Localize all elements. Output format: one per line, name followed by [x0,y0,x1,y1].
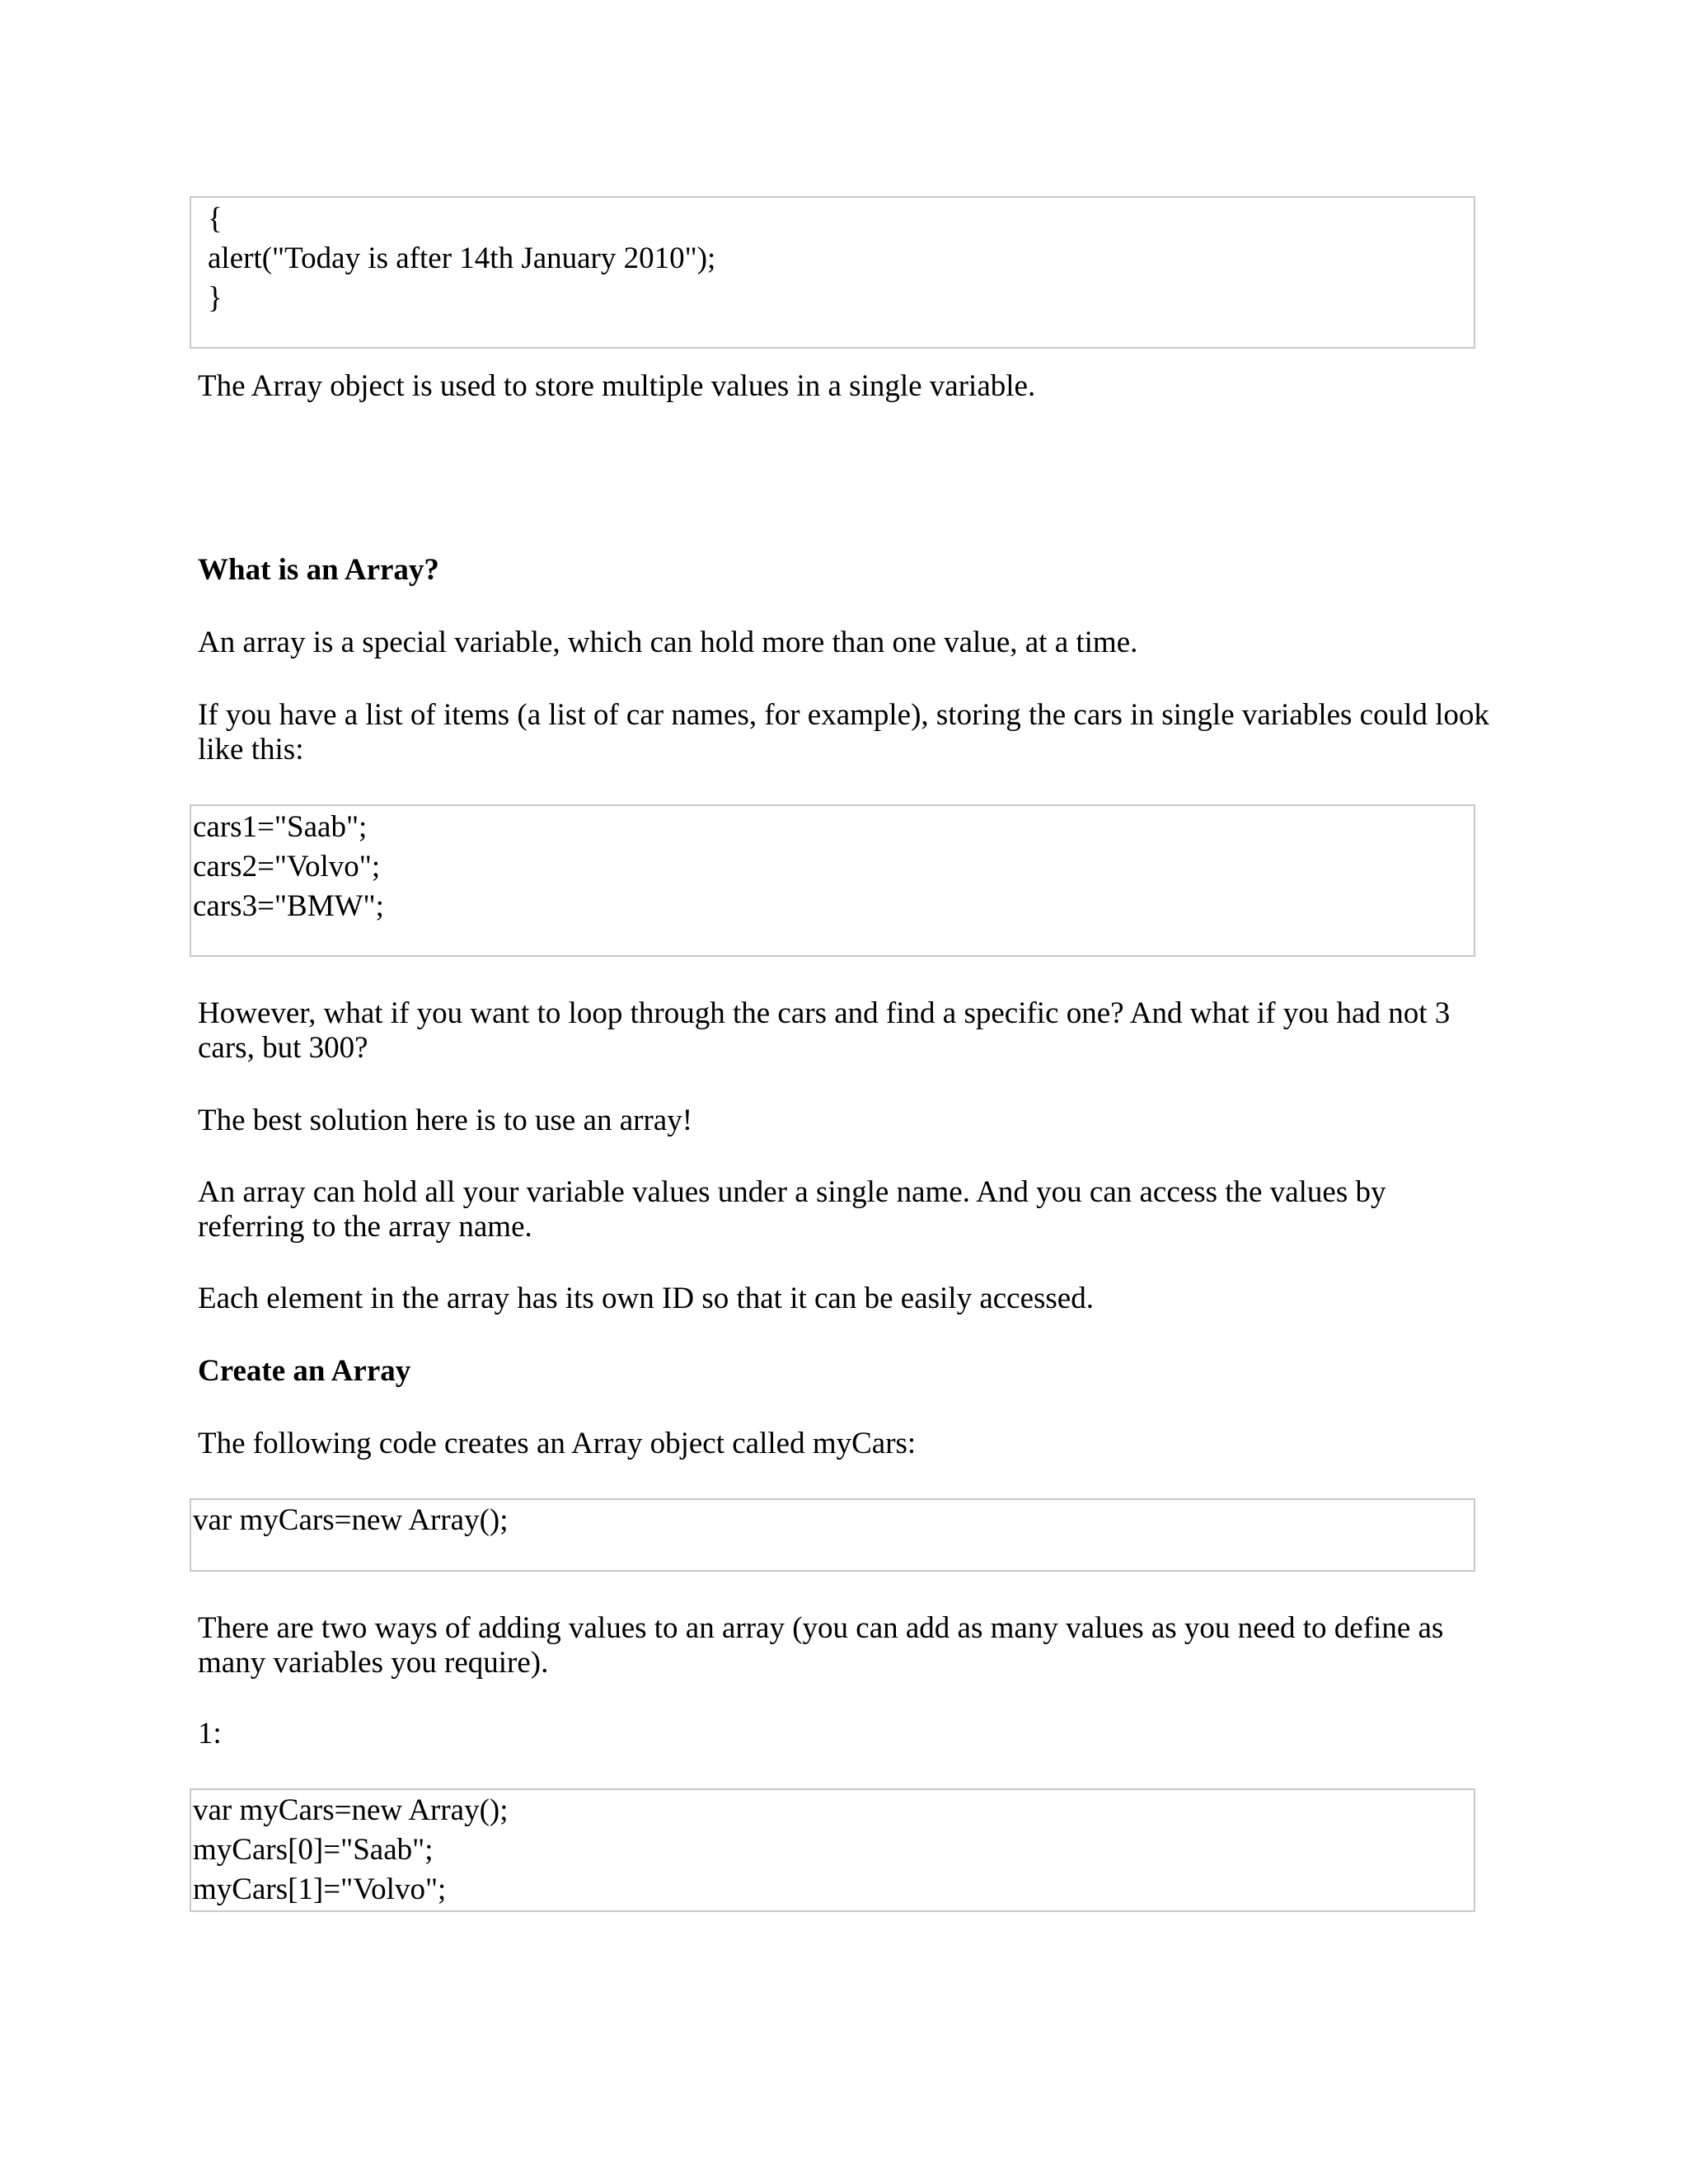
paragraph-hold-all: An array can hold all your variable values under a single name. And you can access the values by referring to the array name. [198,1175,1386,1244]
code-block-cars-variables [190,804,1475,957]
code-line: cars3="BMW"; [193,889,384,923]
code-line: } [208,281,223,315]
paragraph-best-solution: The best solution here is to use an array! [198,1104,693,1137]
heading-what-is-array: What is an Array? [198,553,439,587]
code-line: cars2="Volvo"; [193,850,381,883]
code-line: var myCars=new Array(); [193,1793,509,1827]
paragraph-special-variable: An array is a special variable, which can hold more than one value, at a time. [198,626,1138,659]
code-line: cars1="Saab"; [193,810,368,844]
label-method-one: 1: [198,1717,222,1750]
code-line: myCars[0]="Saab"; [193,1833,434,1867]
paragraph-following-code: The following code creates an Array object called myCars: [198,1427,917,1460]
paragraph-array-object: The Array object is used to store multiple values in a single variable. [198,369,1036,403]
paragraph-loop-through: However, what if you want to loop through the cars and find a specific one? And what if you had not 3 cars, but 300? [198,996,1451,1065]
code-line: myCars[1]="Volvo"; [193,1872,447,1906]
paragraph-two-ways: There are two ways of adding values to an array (you can add as many values as you need to define as many variables you require). [198,1611,1444,1680]
paragraph-each-element: Each element in the array has its own ID so that it can be easily accessed. [198,1282,1094,1315]
code-line: var myCars=new Array(); [193,1503,509,1537]
paragraph-list-of-items: If you have a list of items (a list of car names, for example), storing the cars in single variables could look like this: [198,698,1489,766]
code-line: { [208,202,223,236]
heading-create-array: Create an Array [198,1354,411,1388]
code-line: alert("Today is after 14th January 2010"); [208,241,716,275]
